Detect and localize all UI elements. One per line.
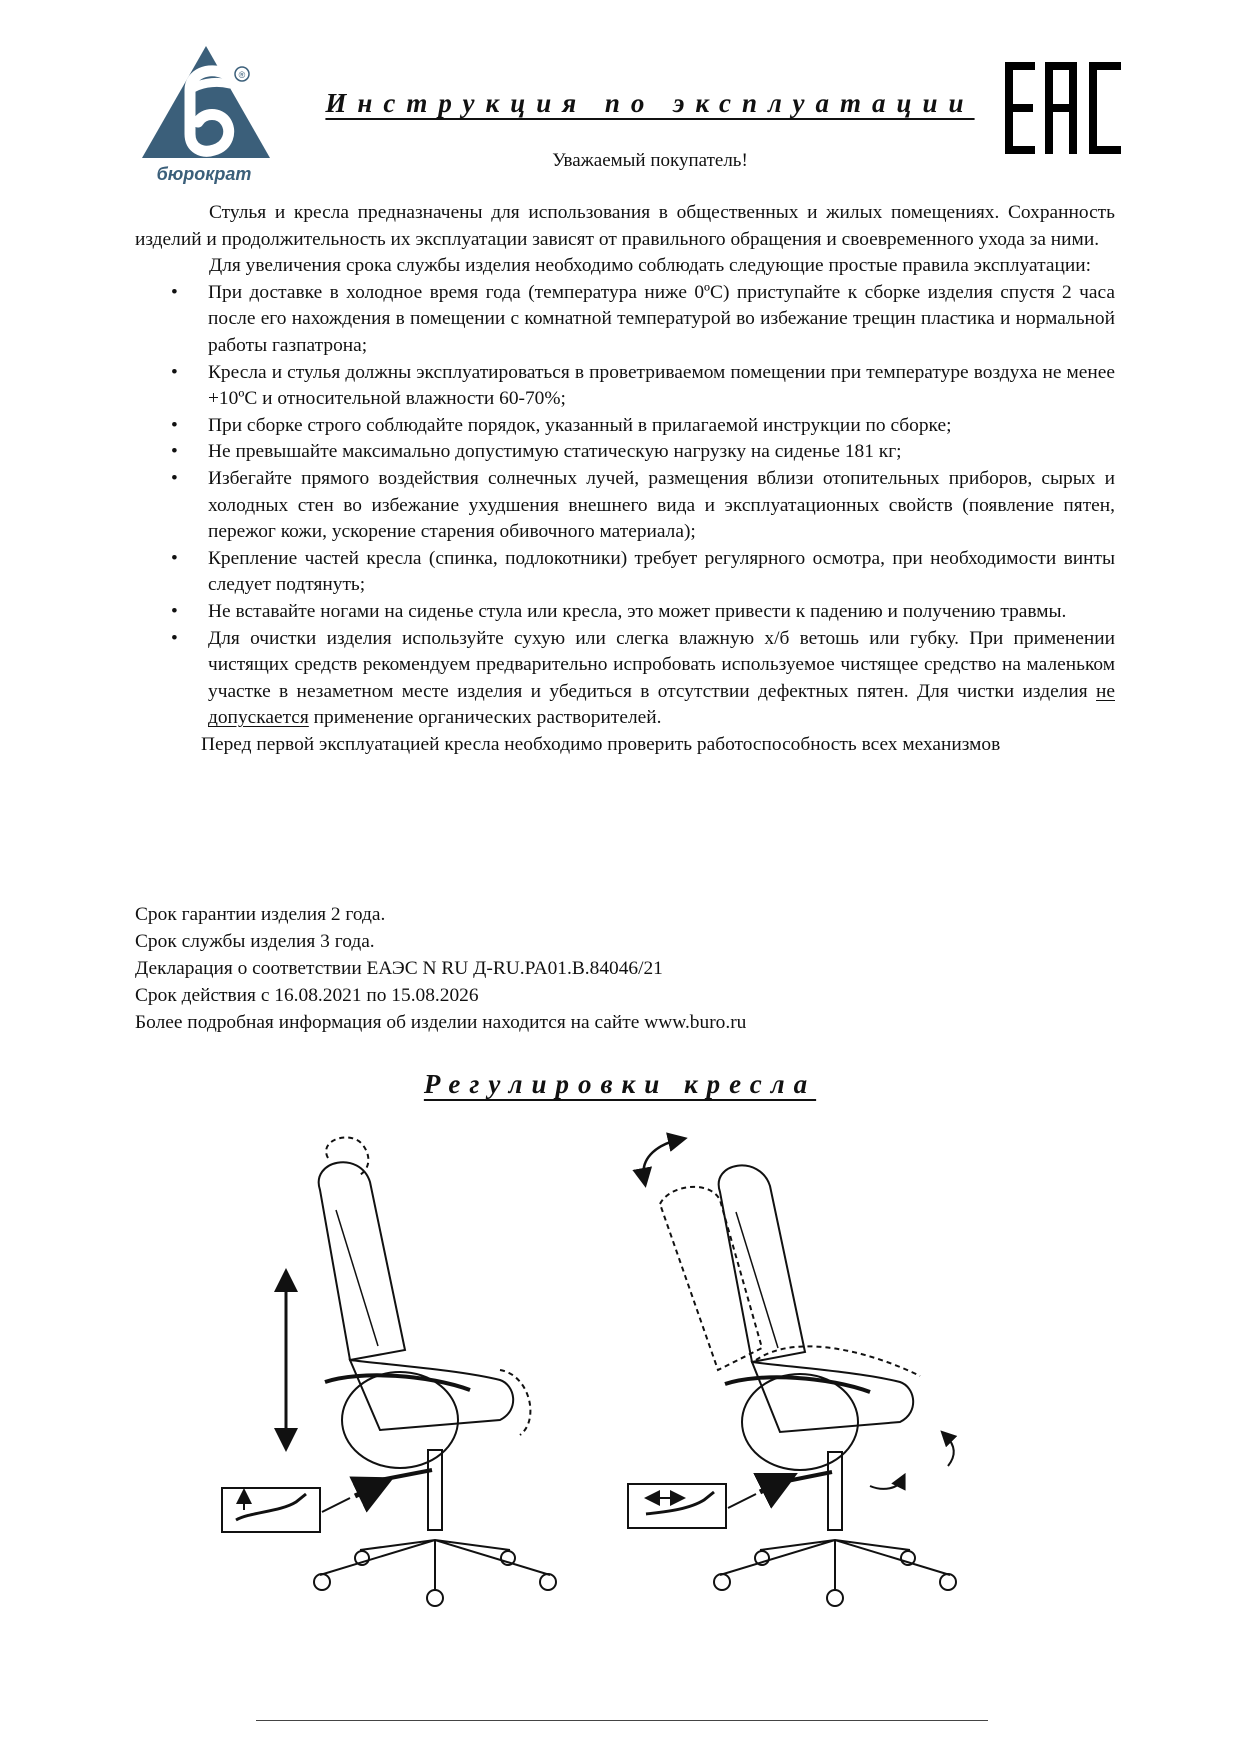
- armrest-loop: [742, 1374, 858, 1470]
- rule-item: • Крепление частей кресла (спинка, подлокотники) требует регулярного осмотра, при необходимости винты следует подтянуть;: [135, 546, 1115, 599]
- greeting: Уважаемый покупатель!: [552, 150, 748, 171]
- armrest: [325, 1375, 470, 1390]
- seat: [350, 1360, 513, 1430]
- backrest: [319, 1162, 405, 1360]
- bottom-divider: [256, 1720, 988, 1721]
- rule-item: • Кресла и стулья должны эксплуатироваться в проветриваемом помещении при температуре воздуха не менее +10ºС и относительной влажности 60-70%;: [135, 360, 1115, 413]
- caster: [427, 1590, 443, 1606]
- caster: [714, 1574, 730, 1590]
- website-line: Более подробная информация об изделии находится на сайте www.buro.ru: [135, 1012, 747, 1033]
- adjustments-title: Регулировки кресла: [423, 1069, 817, 1099]
- chair-height-adjustment: [222, 1137, 556, 1606]
- warranty-line: Срок гарантии изделия 2 года.: [135, 904, 386, 925]
- rule-item: • Не вставайте ногами на сиденье стула или кресла, это может привести к падению и получению травмы.: [135, 599, 1115, 626]
- chair-adjustment-illustration: [200, 1120, 1080, 1690]
- caster: [540, 1574, 556, 1590]
- intro-paragraph: Стулья и кресла предназначены для использования в общественных и жилых помещениях. Сохранность изделий и продолжительность их эксплуатации зависят от правильного обращения и своевременного ухода за ними.: [135, 202, 1115, 250]
- lever: [380, 1470, 432, 1480]
- lever: [782, 1472, 832, 1482]
- rule-item-cleaning: • Для очистки изделия используйте сухую или слегка влажную х/б ветошь или губку. При применении чистящих средств рекомендуем предварительно испробовать используемое чистящее средство на маленьком участке в незаметном месте изделия и убедиться в отсутствии дефектных пятен. Для чистки изделия не допускается применение органических растворителей.: [135, 626, 1115, 732]
- chair-tilt-adjustment: [628, 1140, 956, 1606]
- product-info: [135, 901, 1115, 1036]
- emphasis-not-allowed: не допускается: [208, 680, 1115, 729]
- brand-logo: [138, 40, 283, 190]
- pointer-arrow-icon: [760, 1482, 780, 1492]
- declaration-line: Декларация о соответствии ЕАЭС N RU Д-RU.PA01.B.84046/21: [135, 958, 663, 979]
- pointer-arrow-icon: [355, 1486, 376, 1496]
- armrest-loop: [342, 1372, 458, 1468]
- brand-name: бюрократ: [156, 164, 252, 184]
- backrest: [719, 1165, 805, 1362]
- eac-mark: [1005, 62, 1125, 154]
- instructions-body: [135, 200, 1115, 758]
- rule-item: • Избегайте прямого воздействия солнечных лучей, размещения вблизи отопительных приборов, сырых и холодных стен во избежание ухудшения внешнего вида и эксплуатационных свойств (появление пятен, пережог кожи, ускорение старения обивочного материала);: [135, 466, 1115, 546]
- armrest: [725, 1377, 870, 1392]
- validity-line: Срок действия с 16.08.2021 по 15.08.2026: [135, 985, 479, 1006]
- caster: [940, 1574, 956, 1590]
- lever-inset: [628, 1484, 726, 1528]
- rule-item: • При доставке в холодное время года (температура ниже 0ºС) приступайте к сборке изделия спустя 2 часа после его нахождения в помещении с комнатной температурой во избежание трещин пластика и нормальной работы газпатрона;: [135, 280, 1115, 360]
- final-note: Перед первой эксплуатацией кресла необходимо проверить работоспособность всех механизмов: [201, 733, 1001, 755]
- rule-item: • При сборке строго соблюдайте порядок, указанный в прилагаемой инструкции по сборке;: [135, 413, 1115, 440]
- caster: [827, 1590, 843, 1606]
- registered-mark: ®: [238, 70, 246, 80]
- tilt-arrow-icon: [643, 1140, 678, 1178]
- seat: [752, 1362, 913, 1432]
- tension-arrow-icon: [946, 1436, 954, 1466]
- document-title: Инструкция по эксплуатации: [325, 88, 975, 118]
- intro-paragraph: Для увеличения срока службы изделия необходимо соблюдать следующие простые правила эксплуатации:: [209, 255, 1091, 277]
- caster: [314, 1574, 330, 1590]
- rule-item: • Не превышайте максимально допустимую статическую нагрузку на сиденье 181 кг;: [135, 439, 1115, 466]
- backrest-tilted-outline: [660, 1187, 762, 1370]
- rules-list: [135, 280, 1115, 732]
- service-life-line: Срок службы изделия 3 года.: [135, 931, 375, 952]
